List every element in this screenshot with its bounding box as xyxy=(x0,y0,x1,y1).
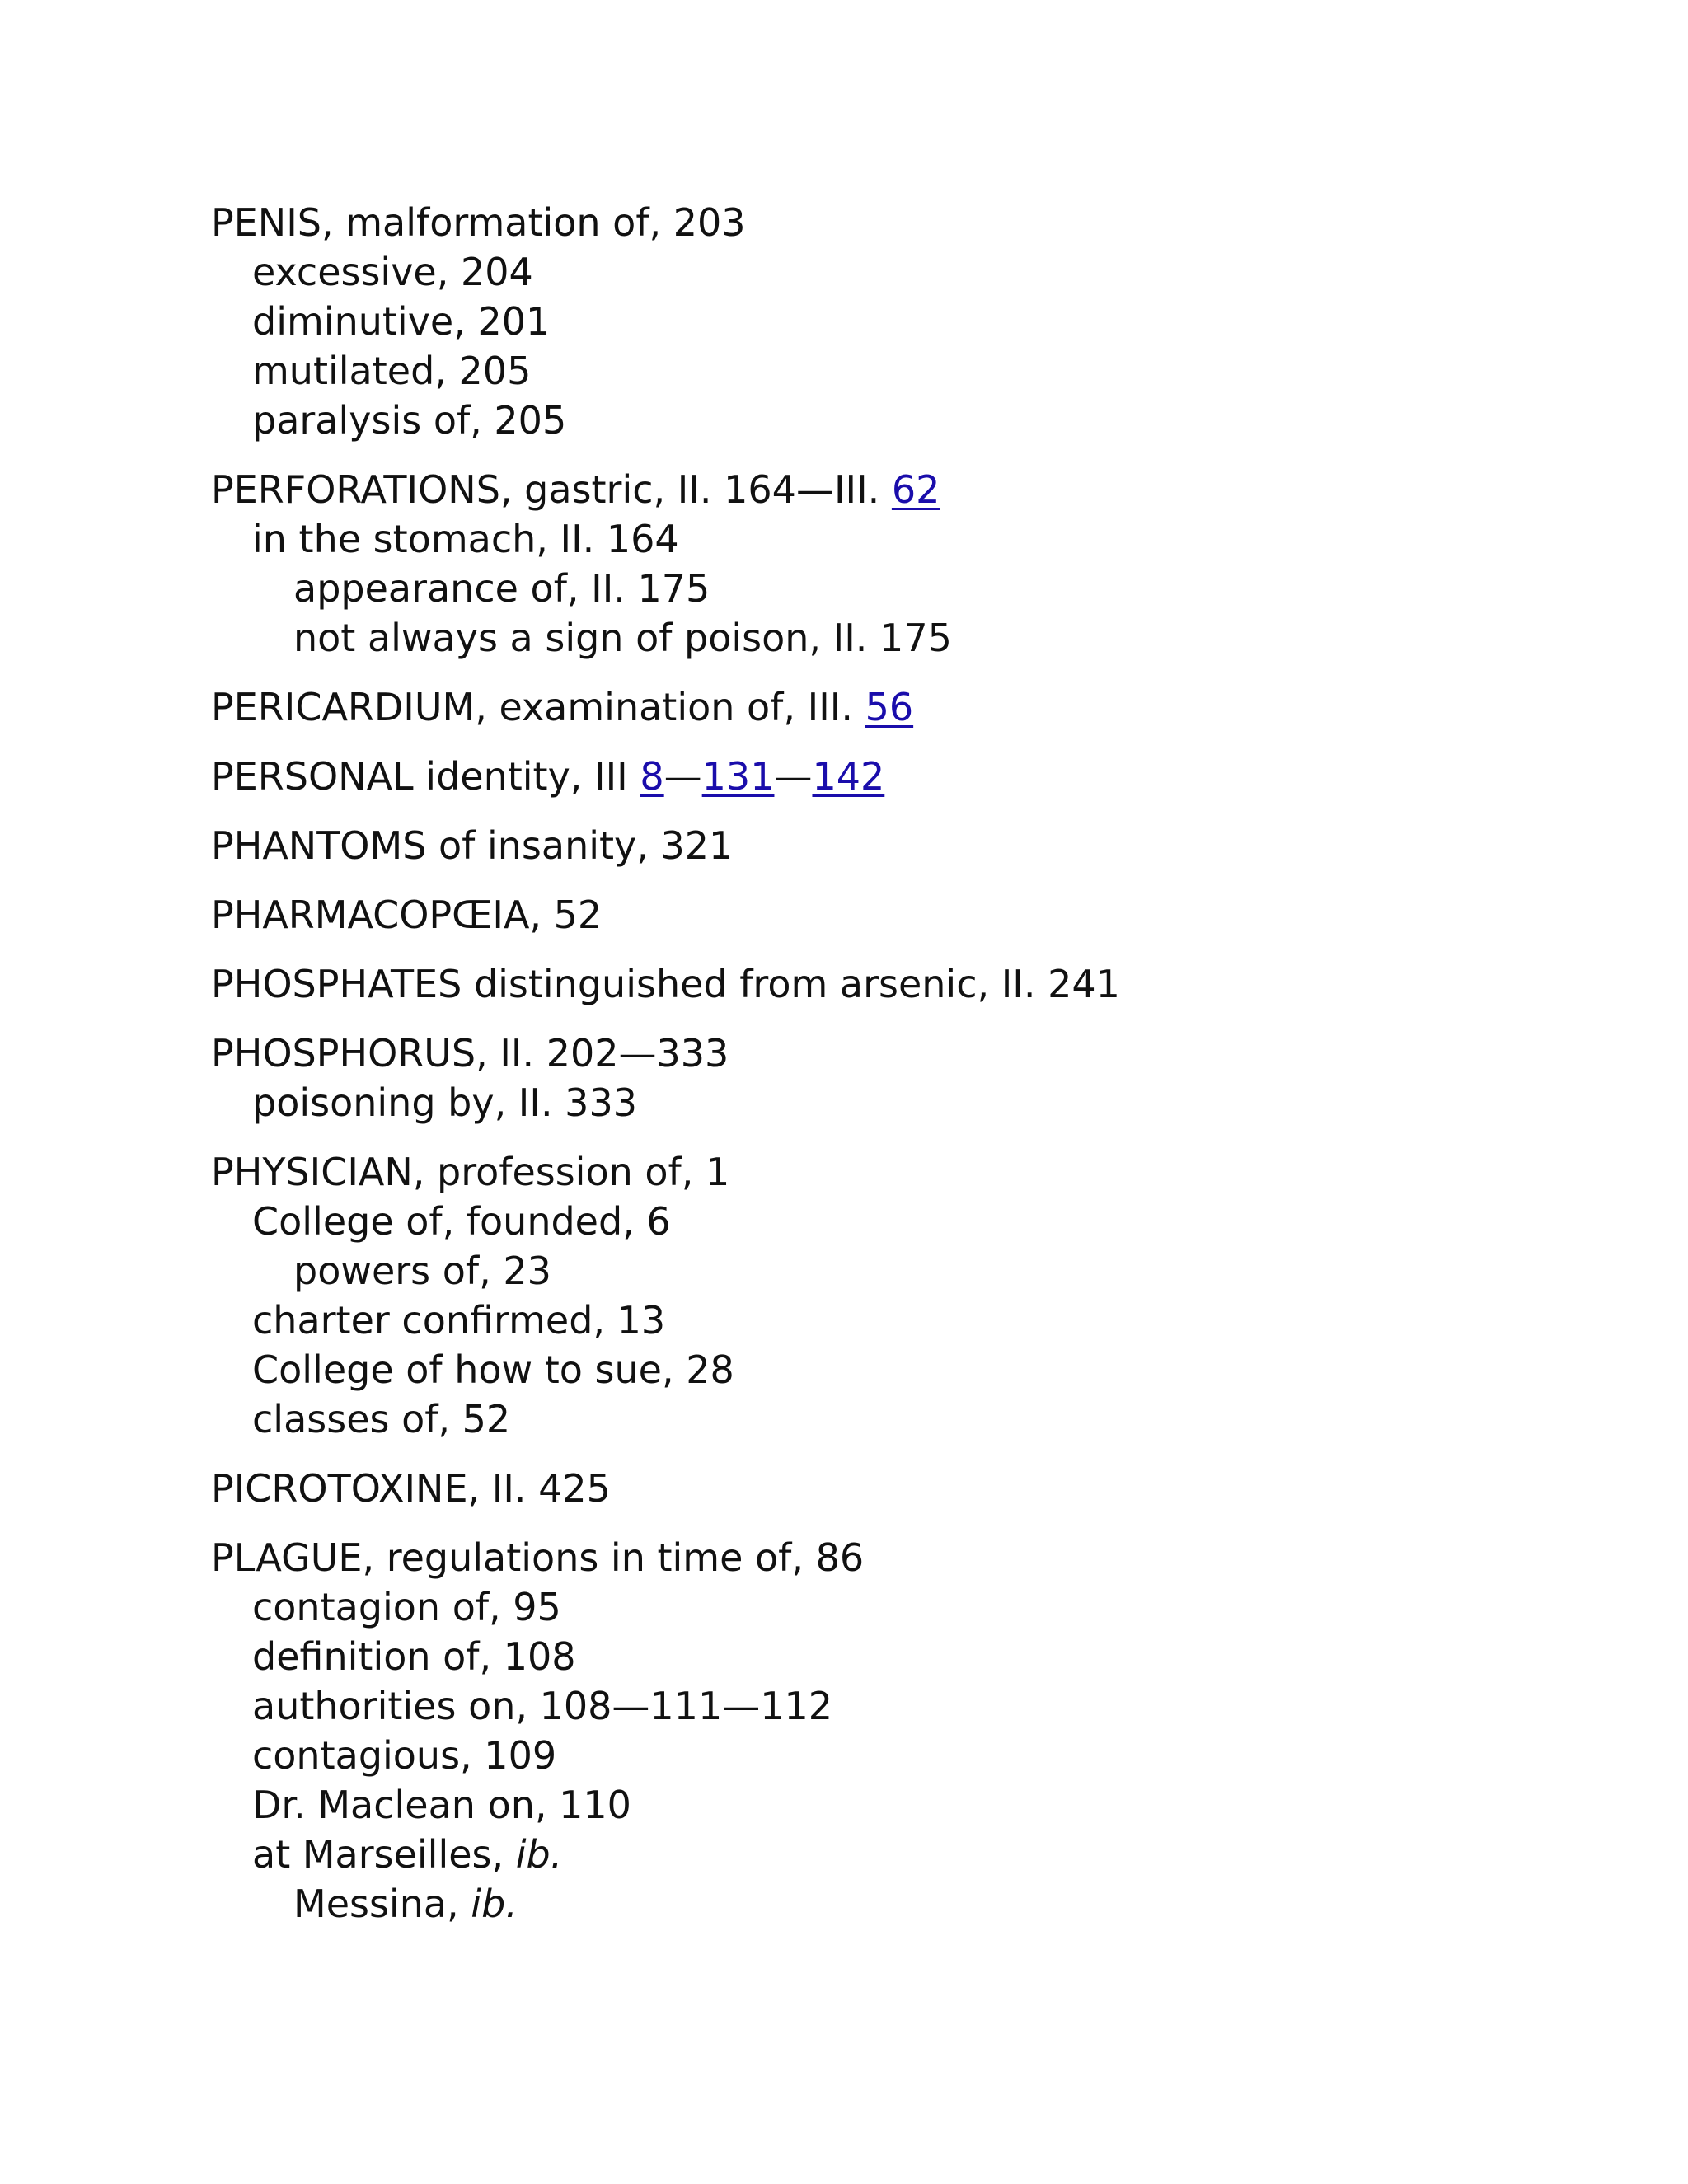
index-entry xyxy=(211,1533,1530,1929)
index-subentry-line xyxy=(211,1582,1530,1632)
index-text: contagious, 109 xyxy=(252,1733,557,1778)
index-text: PLAGUE, regulations in time of, 86 xyxy=(211,1535,865,1580)
index-entry xyxy=(211,682,1530,732)
index-heading-line xyxy=(211,682,1530,732)
index-subentry-line xyxy=(211,346,1530,396)
index-heading-line xyxy=(211,1464,1530,1513)
index-subentry-line xyxy=(211,514,1530,564)
index-heading-line xyxy=(211,198,1530,247)
ibid-abbreviation: ib. xyxy=(471,1882,518,1926)
index-subentry-line xyxy=(211,1780,1530,1830)
index-text: charter confirmed, 13 xyxy=(252,1298,666,1343)
index-subentry-line xyxy=(211,1681,1530,1731)
index-heading-line xyxy=(211,465,1530,514)
index-text: PHOSPHORUS, II. 202—333 xyxy=(211,1031,729,1076)
index-page xyxy=(211,198,1530,1948)
index-text: authorities on, 108—111—112 xyxy=(252,1684,833,1728)
index-heading-line xyxy=(211,1029,1530,1078)
index-text: College of how to sue, 28 xyxy=(252,1347,734,1392)
index-text: not always a sign of poison, II. 175 xyxy=(293,616,952,660)
index-subentry-line xyxy=(211,1879,1530,1929)
index-subentry-line xyxy=(211,1345,1530,1394)
index-subentry-line xyxy=(211,1078,1530,1127)
index-text: powers of, 23 xyxy=(293,1249,551,1293)
index-heading-line xyxy=(211,959,1530,1009)
index-text: — xyxy=(774,754,813,799)
index-heading-line xyxy=(211,821,1530,870)
index-heading-line xyxy=(211,752,1530,801)
ibid-abbreviation: ib. xyxy=(515,1832,563,1877)
index-subentry-line xyxy=(211,1246,1530,1296)
index-subentry-line xyxy=(211,1632,1530,1681)
index-text: PHANTOMS of insanity, 321 xyxy=(211,823,734,868)
index-text: poisoning by, II. 333 xyxy=(252,1080,637,1125)
page-reference-link[interactable]: 56 xyxy=(865,685,914,729)
index-entry xyxy=(211,959,1530,1009)
index-subentry-line xyxy=(211,1830,1530,1879)
page-reference-link[interactable]: 62 xyxy=(891,467,940,512)
index-entry xyxy=(211,890,1530,940)
index-subentry-line xyxy=(211,247,1530,297)
index-entry xyxy=(211,752,1530,801)
index-text: mutilated, 205 xyxy=(252,349,532,393)
index-heading-line xyxy=(211,1533,1530,1582)
index-subentry-line xyxy=(211,1197,1530,1246)
index-entry xyxy=(211,1029,1530,1127)
index-subentry-line xyxy=(211,297,1530,346)
index-text: Messina, xyxy=(293,1882,471,1926)
index-text: paralysis of, 205 xyxy=(252,398,567,443)
index-text: PENIS, malformation of, 203 xyxy=(211,200,746,245)
index-entry xyxy=(211,1464,1530,1513)
page-reference-link[interactable]: 142 xyxy=(812,754,885,799)
index-entry xyxy=(211,465,1530,663)
page-reference-link[interactable]: 8 xyxy=(640,754,664,799)
index-text: — xyxy=(663,754,702,799)
index-subentry-line xyxy=(211,396,1530,445)
index-entry xyxy=(211,198,1530,445)
index-heading-line xyxy=(211,890,1530,940)
index-text: Dr. Maclean on, 110 xyxy=(252,1783,631,1827)
index-text: classes of, 52 xyxy=(252,1397,511,1441)
index-text: PERFORATIONS, gastric, II. 164—III. xyxy=(211,467,892,512)
page-reference-link[interactable]: 131 xyxy=(701,754,775,799)
index-entry xyxy=(211,821,1530,870)
index-subentry-line xyxy=(211,613,1530,663)
index-subentry-line xyxy=(211,564,1530,613)
index-text: definition of, 108 xyxy=(252,1634,576,1679)
index-text: in the stomach, II. 164 xyxy=(252,517,679,561)
index-text: PERSONAL identity, III xyxy=(211,754,640,799)
index-text: at Marseilles, xyxy=(252,1832,516,1877)
index-text: PHYSICIAN, profession of, 1 xyxy=(211,1150,730,1194)
index-entry xyxy=(211,1147,1530,1444)
index-subentry-line xyxy=(211,1394,1530,1444)
index-text: College of, founded, 6 xyxy=(252,1199,671,1244)
index-text: diminutive, 201 xyxy=(252,299,551,344)
index-text: PHARMACOPŒIA, 52 xyxy=(211,893,603,937)
index-text: contagion of, 95 xyxy=(252,1585,561,1629)
index-text: PICROTOXINE, II. 425 xyxy=(211,1466,611,1511)
index-subentry-line xyxy=(211,1296,1530,1345)
index-text: excessive, 204 xyxy=(252,250,533,294)
index-text: PERICARDIUM, examination of, III. xyxy=(211,685,865,729)
index-subentry-line xyxy=(211,1731,1530,1780)
index-heading-line xyxy=(211,1147,1530,1197)
index-text: appearance of, II. 175 xyxy=(293,566,710,611)
index-text: PHOSPHATES distinguished from arsenic, II. 241 xyxy=(211,962,1120,1006)
